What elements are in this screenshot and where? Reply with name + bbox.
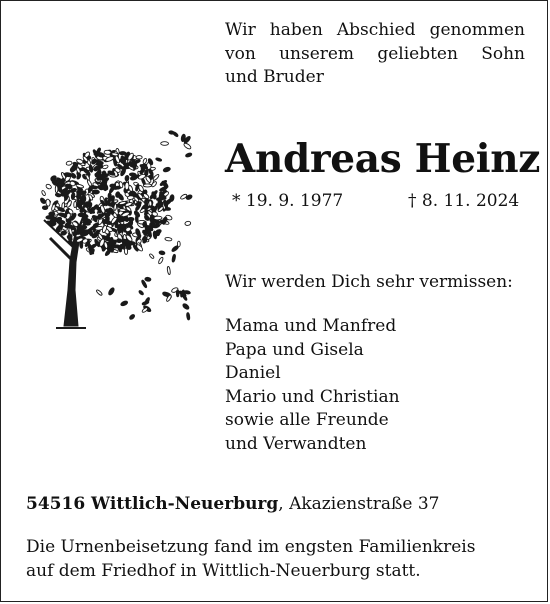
- burial-notice: [26, 536, 526, 583]
- address-street: , Akazienstraße 37: [278, 494, 440, 514]
- address-place: 54516 Wittlich-Neuerburg: [26, 494, 279, 514]
- mourner-line: Mama und Manfred: [225, 316, 397, 336]
- mourner-line: und Verwandten: [225, 433, 367, 454]
- mourner-line: sowie alle Freunde: [225, 410, 389, 430]
- deceased-name: Andreas Heinz: [225, 136, 541, 182]
- birth-date: * 19. 9. 1977: [232, 191, 344, 211]
- burial-line: auf dem Friedhof in Wittlich-Neuerburg statt.: [26, 560, 421, 581]
- mourners-list: [225, 315, 400, 456]
- intro-line: von unserem geliebten Sohn: [225, 43, 525, 64]
- miss-you-text: Wir werden Dich sehr vermissen:: [225, 272, 513, 292]
- mourner-line: Daniel: [225, 363, 281, 383]
- intro-text: [225, 19, 525, 90]
- intro-line: und Bruder: [225, 67, 324, 87]
- mourner-line: Papa und Gisela: [225, 339, 364, 360]
- windblown-tree-icon: [24, 120, 200, 330]
- death-date: † 8. 11. 2024: [408, 191, 520, 211]
- address: [26, 492, 439, 516]
- mourner-line: Mario und Christian: [225, 386, 400, 407]
- burial-line: Die Urnenbeisetzung fand im engsten Familienkreis: [26, 537, 476, 557]
- intro-line: Wir haben Abschied genommen: [225, 20, 525, 40]
